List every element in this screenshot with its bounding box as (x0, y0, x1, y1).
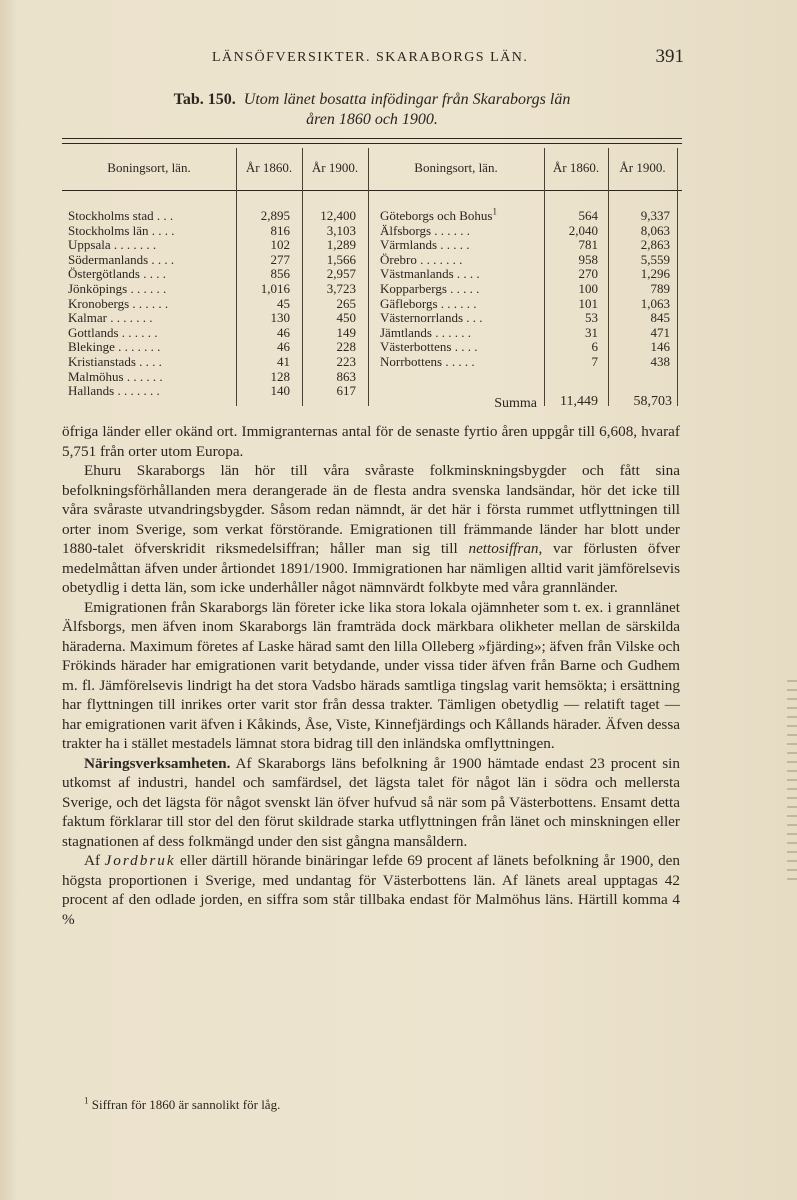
emigration-table (62, 138, 682, 410)
left-1900-cell: 863 (336, 368, 356, 384)
header-1900-right: År 1900. (619, 160, 666, 175)
table-row (62, 266, 682, 281)
paragraph-2-b: , var förlusten öfver medelmåttan äfven under årtiondet 1891/1900. Immigrationen har nämligen alltid varit jämförelsevis obetydlig i detta län, som icke underhåller något nämnvärdt folkbyte med våra grannländer. (62, 540, 680, 596)
left-place-cell: Stockholms stad . . . (68, 208, 174, 223)
right-1860-cell: 958 (578, 251, 598, 267)
right-place-cell (380, 310, 548, 325)
table-row (62, 296, 682, 311)
paragraph-4 (62, 754, 680, 852)
right-place-cell (380, 252, 548, 267)
right-1860-cell: 101 (578, 295, 598, 311)
left-1860-cell: 816 (270, 222, 290, 238)
right-place-name: Värmlands . . . . . (380, 237, 470, 253)
right-place-name: Gäfleborgs . . . . . . (380, 295, 477, 311)
left-1860-cell: 130 (270, 310, 290, 326)
right-place-cell (380, 237, 548, 252)
right-1860-cell: 270 (578, 266, 598, 282)
left-1860-cell: 140 (270, 383, 290, 399)
right-1900-cell: 1,296 (640, 266, 670, 282)
left-1900-cell: 12,400 (320, 208, 356, 223)
right-place-name: Älfsborgs . . . . . . (380, 222, 471, 238)
right-1860-cell: 100 (578, 281, 598, 296)
page-number: 391 (655, 46, 684, 67)
right-place-cell (380, 223, 548, 238)
left-place-cell: Östergötlands . . . . (68, 266, 166, 282)
left-1860-cell: 277 (270, 251, 290, 267)
right-place-cell (380, 325, 548, 340)
summa-1900: 58,703 (633, 394, 672, 409)
footnote-text: Siffran för 1860 är sannolikt för låg. (91, 1097, 281, 1112)
right-1900-cell: 1,063 (640, 295, 670, 311)
paragraph-2-emphasis: nettosiffran (468, 540, 539, 557)
left-1860-cell: 46 (277, 324, 290, 340)
right-1900-cell: 438 (650, 354, 670, 369)
table-row (62, 208, 682, 223)
header-1900-left: År 1900. (311, 160, 359, 175)
left-1860-cell: 46 (277, 339, 290, 355)
right-place-cell (380, 266, 548, 281)
left-1900-cell: 2,957 (326, 266, 356, 282)
right-place-name: Göteborgs och Bohus (380, 208, 493, 223)
paragraph-2-a: Ehuru Skaraborgs län hör till våra svåraste folkminskningsbygder och fått sina befolkningsförhållanden mera derangerade än de flesta andra svenska landsändar, hör det icke till våra svåraste utvandringsbygder. Såsom redan nämndt, är det här i första rummet utflyttningen till orter inom Sverige, som verkat förstörande. Emigrationen till främmande länder har blott under 1880-talet öfverskridit riksmedelsiffran; håller man sig till (62, 462, 680, 557)
left-place-cell: Stockholms län . . . . (68, 222, 175, 238)
table-row (62, 354, 682, 369)
left-1900-cell: 223 (336, 354, 356, 369)
right-place-cell (380, 354, 548, 369)
left-place-cell: Jönköpings . . . . . . (68, 281, 167, 296)
right-1860-cell: 31 (585, 324, 598, 340)
table-row (62, 325, 682, 340)
left-place-cell: Gottlands . . . . . . (68, 324, 158, 340)
right-1860-cell: 2,040 (568, 222, 598, 238)
left-1860-cell: 856 (270, 266, 290, 282)
right-1900-cell: 8,063 (640, 222, 670, 238)
header-place-right: Boningsort, län. (414, 160, 498, 175)
table-header-rule (62, 190, 682, 191)
left-1900-cell: 149 (336, 324, 356, 340)
table-top-rule (62, 138, 682, 139)
left-place-cell: Hallands . . . . . . . (68, 383, 160, 399)
right-1900-cell: 845 (650, 310, 670, 326)
paragraph-2 (62, 461, 680, 598)
paragraph-3: Emigrationen från Skaraborgs län företer icke lika stora lokala ojämnheter som t. ex. i grannlänet Älfsborgs, men äfven inom Skaraborgs län framträda dock märkbara olikheter mellan de särskilda häraderna. Maximum företes af Laske härad samt den lilla Olleberg »fjärding»; äfven från Vilske och Frökinds härader har emigrationen varit betydande, under vissa tider äfven från Barne och Gudhem m. fl. Jämförelsevis lindrigt ha det stora Vadsbo härads samtliga tingslag varit hemsökta; i ersättning har flyttningen till inrikes orter varit stor från dessa trakter. Tämligen obetydlig — relatift taget — har emigrationen varit äfven i Kåkinds, Åse, Viste, Kinnefjärdings och Kållands härader. Äfven dessa trakter ha i stället mestadels lämnat stora bidrag till den inländska omflyttningen. (62, 598, 680, 752)
running-head-title: LÄNSÖFVERSIKTER. SKARABORGS LÄN. (212, 50, 529, 65)
table-label: Tab. 150. (173, 91, 236, 108)
left-1860-cell: 128 (270, 368, 290, 384)
left-1900-cell: 1,566 (326, 251, 356, 267)
table-row (62, 339, 682, 354)
table-title-line1: Utom länet bosatta infödingar från Skaraborgs län (243, 91, 571, 108)
right-1900-cell: 146 (650, 339, 670, 355)
left-place-cell: Södermanlands . . . . (68, 251, 175, 267)
right-1860-cell: 564 (578, 208, 598, 223)
right-1860-cell: 781 (578, 237, 598, 253)
left-place-cell: Uppsala . . . . . . . (68, 237, 157, 253)
left-1860-cell: 2,895 (260, 208, 290, 223)
right-place-name: Västerbottens . . . . (380, 339, 478, 355)
left-1860-cell: 41 (277, 354, 290, 369)
left-place-cell: Kronobergs . . . . . . (68, 295, 169, 311)
left-place-cell: Malmöhus . . . . . . (68, 368, 163, 384)
body-text (62, 422, 680, 929)
table-caption (62, 90, 682, 130)
summa-label: Summa (494, 396, 537, 411)
left-1900-cell: 3,103 (326, 222, 356, 238)
left-place-cell: Kalmar . . . . . . . (68, 310, 153, 326)
paragraph-4-text: Af Skaraborgs läns befolkning år 1900 hämtade endast 23 procent sin utkomst af industri, handel och samfärdsel, det lägsta talet för något län i södra och mellersta Sverige, och det lägsta för något svenskt län öfver hufvud så när som på Västerbottens. Ensamt detta faktum förklarar till stor del den förut skildrade starka utflyttningen från länet och minskningen eller stagnationen af dess folkmängd under den sist gångna mansåldern. (62, 754, 680, 850)
left-1860-cell: 102 (270, 237, 290, 253)
left-1900-cell: 265 (336, 295, 356, 311)
header-1860-right: År 1860. (552, 160, 600, 175)
right-place-cell (380, 339, 548, 354)
table-row (62, 281, 682, 296)
right-place-name: Jämtlands . . . . . . (380, 324, 471, 340)
right-place-cell (380, 208, 548, 223)
table-top-rule-thin (62, 143, 682, 144)
paragraph-5-b: eller därtill hörande binäringar lefde 69 procent af länets befolkning år 1900, den högsta proportionen i Sverige, med undantag för Västerbottens län. Af länets areal upptagas 42 procent af den odlade jorden, en siffra som står tillbaka endast för Malmöhus läns. Härtill komma 4 % (62, 852, 681, 928)
right-1900-cell: 9,337 (640, 208, 670, 223)
paragraph-5-emphasis: Jordbruk (104, 852, 176, 869)
left-1900-cell: 1,289 (326, 237, 356, 253)
header-place-left: Boningsort, län. (107, 160, 191, 175)
right-place-name: Örebro . . . . . . . (380, 251, 463, 267)
right-place-name: Kopparbergs . . . . . (380, 281, 480, 296)
footnote (84, 1097, 684, 1113)
right-place-name: Västernorrlands . . . (380, 310, 483, 326)
left-1860-cell: 45 (277, 295, 290, 311)
section-heading: Näringsverksamheten. (84, 754, 231, 772)
right-1900-cell: 2,863 (640, 237, 670, 253)
right-1860-cell: 53 (585, 310, 598, 326)
left-1900-cell: 450 (336, 310, 356, 326)
footnote-ref: 1 (492, 208, 497, 217)
page-edge-marks (787, 680, 797, 880)
summa-1860: 11,449 (560, 394, 598, 409)
table-row (62, 237, 682, 252)
paragraph-5-a: Af (84, 852, 105, 869)
right-1860-cell: 7 (591, 354, 598, 369)
right-1860-cell: 6 (591, 339, 598, 355)
right-place-cell (380, 296, 548, 311)
table-title-line2: åren 1860 och 1900. (306, 111, 438, 128)
table-row (62, 310, 682, 325)
paragraph-5 (62, 851, 680, 929)
header-1860-left: År 1860. (245, 160, 293, 175)
table-row (62, 369, 682, 384)
right-place-name: Norrbottens . . . . . (380, 354, 475, 369)
left-1900-cell: 3,723 (326, 281, 356, 296)
footnote-mark: 1 (84, 1095, 89, 1106)
left-1860-cell: 1,016 (260, 281, 290, 296)
table-row (62, 223, 682, 238)
right-1900-cell: 789 (650, 281, 670, 296)
left-1900-cell: 228 (336, 339, 356, 355)
right-1900-cell: 471 (650, 324, 670, 340)
paragraph-1: öfriga länder eller okänd ort. Immigranternas antal för de senaste fyrtio åren uppgår till 6,608, hvaraf 5,751 från orter utom Europa. (62, 423, 680, 460)
right-place-name: Västmanlands . . . . (380, 266, 480, 282)
left-1900-cell: 617 (336, 383, 356, 399)
table-row (62, 252, 682, 267)
right-1900-cell: 5,559 (640, 251, 670, 267)
left-place-cell: Kristianstads . . . . (68, 354, 162, 369)
right-place-cell (380, 281, 548, 296)
left-place-cell: Blekinge . . . . . . . (68, 339, 161, 355)
